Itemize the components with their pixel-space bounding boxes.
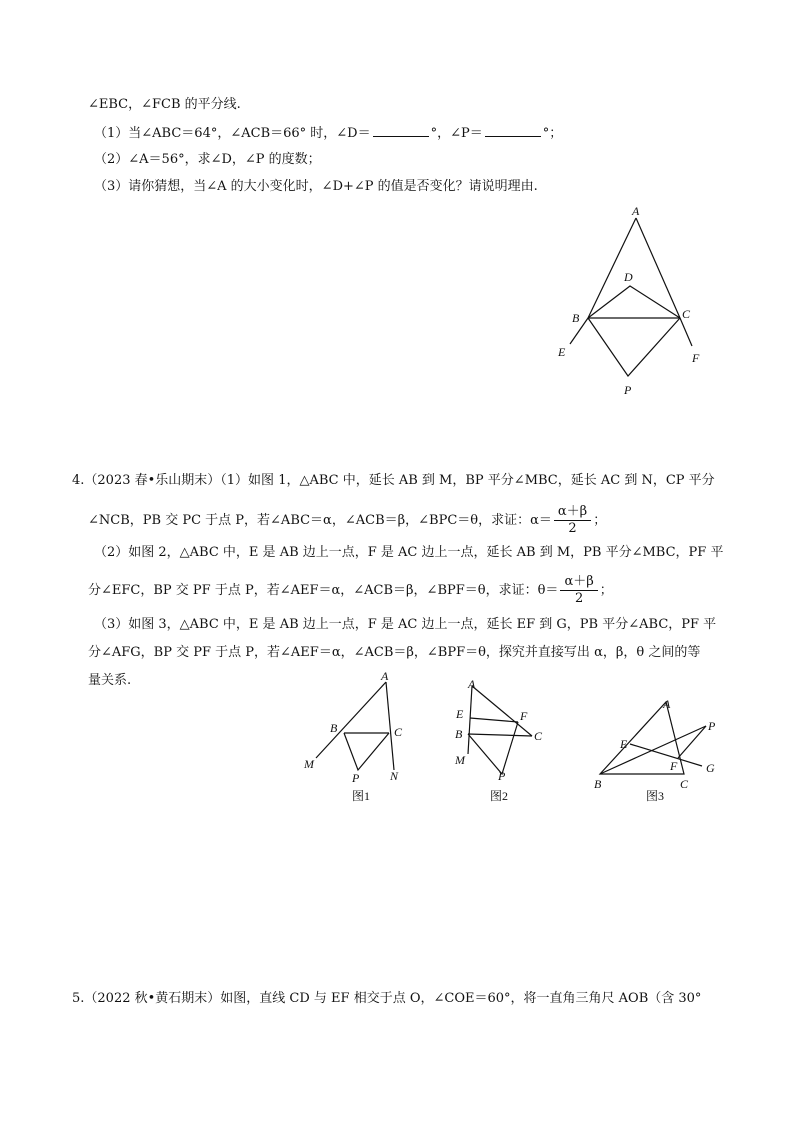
fig2-label-f: F bbox=[520, 709, 528, 723]
fig1-label-b: B bbox=[330, 721, 338, 735]
q4-line3: （2）如图 2，△ABC 中，E 是 AB 边上一点，F 是 AC 边上一点，延长 AB 到 M，PB 平分∠MBC，PF 平 bbox=[94, 545, 724, 560]
q5-line1: 5.（2022 秋•黄石期末）如图，直线 CD 与 EF 相交于点 O，∠COE＝60°，将一直角三角尺 AOB（含 30° bbox=[72, 991, 702, 1006]
q4-line4 bbox=[88, 574, 613, 607]
fig3-label-c: C bbox=[680, 777, 689, 791]
q4-line6: 分∠AFG，BP 交 PF 于点 P，若∠AEF＝α，∠ACB＝β，∠BPF＝θ，探究并直接写出 α，β，θ 之间的等 bbox=[88, 645, 701, 660]
label-e: E bbox=[558, 345, 566, 359]
label-d: D bbox=[624, 270, 633, 284]
fig3-label-a: A bbox=[663, 697, 671, 711]
fig1-caption: 图1 bbox=[352, 789, 371, 803]
q4-line2 bbox=[88, 504, 606, 537]
fig2-label-b: B bbox=[455, 727, 463, 741]
segment-cf bbox=[680, 318, 692, 346]
q4-line4-text: 分∠EFC，BP 交 PF 于点 P，若∠AEF＝α，∠ACB＝β，∠BPF＝θ，求证：θ＝ bbox=[88, 583, 559, 598]
fraction-alpha-beta-over-2-b bbox=[560, 574, 597, 607]
fig1-label-a: A bbox=[381, 669, 389, 683]
segments-bpc bbox=[588, 318, 680, 376]
figure-2 bbox=[454, 677, 543, 803]
segment-ab bbox=[588, 218, 636, 318]
fig1-label-p: P bbox=[352, 771, 360, 785]
label-f: F bbox=[692, 351, 700, 365]
fig2-label-a: A bbox=[468, 677, 476, 691]
q3-intro: ∠EBC，∠FCB 的平分线. bbox=[88, 97, 241, 112]
fraction-denominator-b: 2 bbox=[574, 591, 584, 606]
fraction-denominator: 2 bbox=[568, 521, 577, 536]
segments-bdc bbox=[588, 286, 680, 318]
segment-ac bbox=[636, 218, 680, 318]
fig2-caption: 图2 bbox=[490, 789, 509, 803]
label-p: P bbox=[624, 383, 632, 397]
q4-line4-end: ； bbox=[599, 583, 613, 598]
q3-part2: （2）∠A＝56°，求∠D，∠P 的度数； bbox=[94, 152, 321, 167]
fig3-label-b: B bbox=[594, 777, 602, 791]
fig2-label-c: C bbox=[534, 729, 543, 743]
label-c: C bbox=[682, 307, 691, 321]
fig1-label-n: N bbox=[390, 769, 399, 783]
q4-line2-end: ； bbox=[593, 513, 607, 528]
q4-line5: （3）如图 3，△ABC 中，E 是 AB 边上一点，F 是 AC 边上一点，延长 EF 到 G，PB 平分∠ABC，PF 平 bbox=[94, 617, 717, 632]
fig1-label-c: C bbox=[394, 725, 403, 739]
fraction-numerator-b: α＋β bbox=[560, 574, 597, 591]
fig3-label-p: P bbox=[708, 719, 716, 733]
q3-part1-text-b: °，∠P＝ bbox=[430, 126, 483, 141]
fraction-alpha-beta-over-2 bbox=[554, 504, 591, 537]
label-b: B bbox=[572, 311, 580, 325]
figure-1 bbox=[303, 669, 403, 803]
q3-part1-text-a: （1）当∠ABC＝64°，∠ACB＝66° 时，∠D＝ bbox=[94, 126, 371, 141]
fig3-label-g: G bbox=[706, 761, 715, 775]
fig2-label-m: M bbox=[455, 753, 465, 767]
fig3-label-e: E bbox=[620, 737, 628, 751]
fig2-label-p: P bbox=[498, 769, 506, 783]
q4-line7: 量关系. bbox=[88, 673, 132, 688]
figure-3 bbox=[594, 697, 716, 803]
fig2-label-e: E bbox=[456, 707, 464, 721]
q3-part1-text-c: °； bbox=[542, 126, 563, 141]
fig1-label-m: M bbox=[304, 757, 314, 771]
q3-part3: （3）请你猜想，当∠A 的大小变化时，∠D+∠P 的值是否变化？请说明理由. bbox=[94, 179, 538, 194]
label-a: A bbox=[632, 204, 640, 218]
fig3-caption: 图3 bbox=[646, 789, 665, 803]
q4-line2-text: ∠NCB，PB 交 PC 于点 P，若∠ABC＝α，∠ACB＝β，∠BPC＝θ，求证：α＝ bbox=[88, 513, 552, 528]
fig3-label-f: F bbox=[670, 759, 678, 773]
q4-line1: 4.（2023 春•乐山期末）（1）如图 1，△ABC 中，延长 AB 到 M，BP 平分∠MBC，延长 AC 到 N，CP 平分 bbox=[72, 473, 715, 488]
fraction-numerator: α＋β bbox=[554, 504, 591, 521]
